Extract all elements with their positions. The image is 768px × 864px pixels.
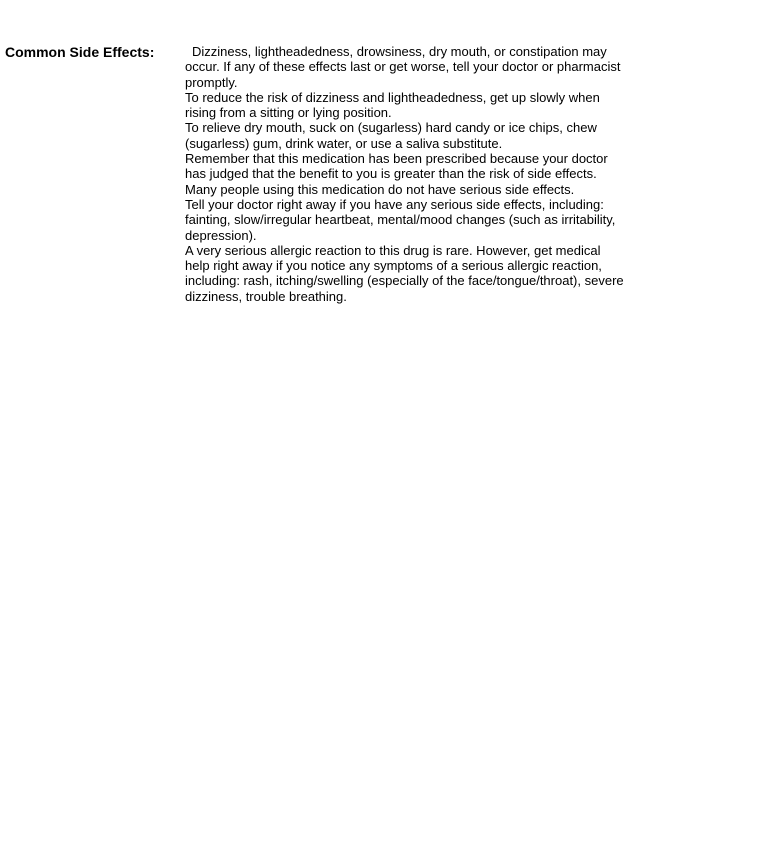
section-label: Common Side Effects: [5,44,155,60]
paragraph-dry-mouth-tip: To relieve dry mouth, suck on (sugarless) hard candy or ice chips, chew (sugarless) gum, drink water, or use a saliva substitute. [185,120,597,151]
paragraph-benefit-note: Remember that this medication has been prescribed because your doctor has judged that the benefit to you is greater than the risk of side effects. Many people using this medication do not have serious side effects. [185,151,608,197]
side-effects-content [185,44,625,304]
paragraph-common-effects: Dizziness, lightheadedness, drowsiness, dry mouth, or constipation may occur. If any of these effects last or get worse, tell your doctor or pharmacist promptly. [185,44,621,90]
paragraph-serious-effects: Tell your doctor right away if you have any serious side effects, including: fainting, slow/irregular heartbeat, mental/mood changes (such as irritability, depression). [185,196,616,243]
paragraph-allergic-reaction: A very serious allergic reaction to this drug is rare. However, get medical help right away if you notice any symptoms of a serious allergic reaction, including: rash, itching/swelling (especially of the face/tongue/throat), severe dizziness, trouble breathing. [185,242,624,304]
paragraph-dizziness-tip: To reduce the risk of dizziness and lightheadedness, get up slowly when rising from a sitting or lying position. [185,89,600,121]
